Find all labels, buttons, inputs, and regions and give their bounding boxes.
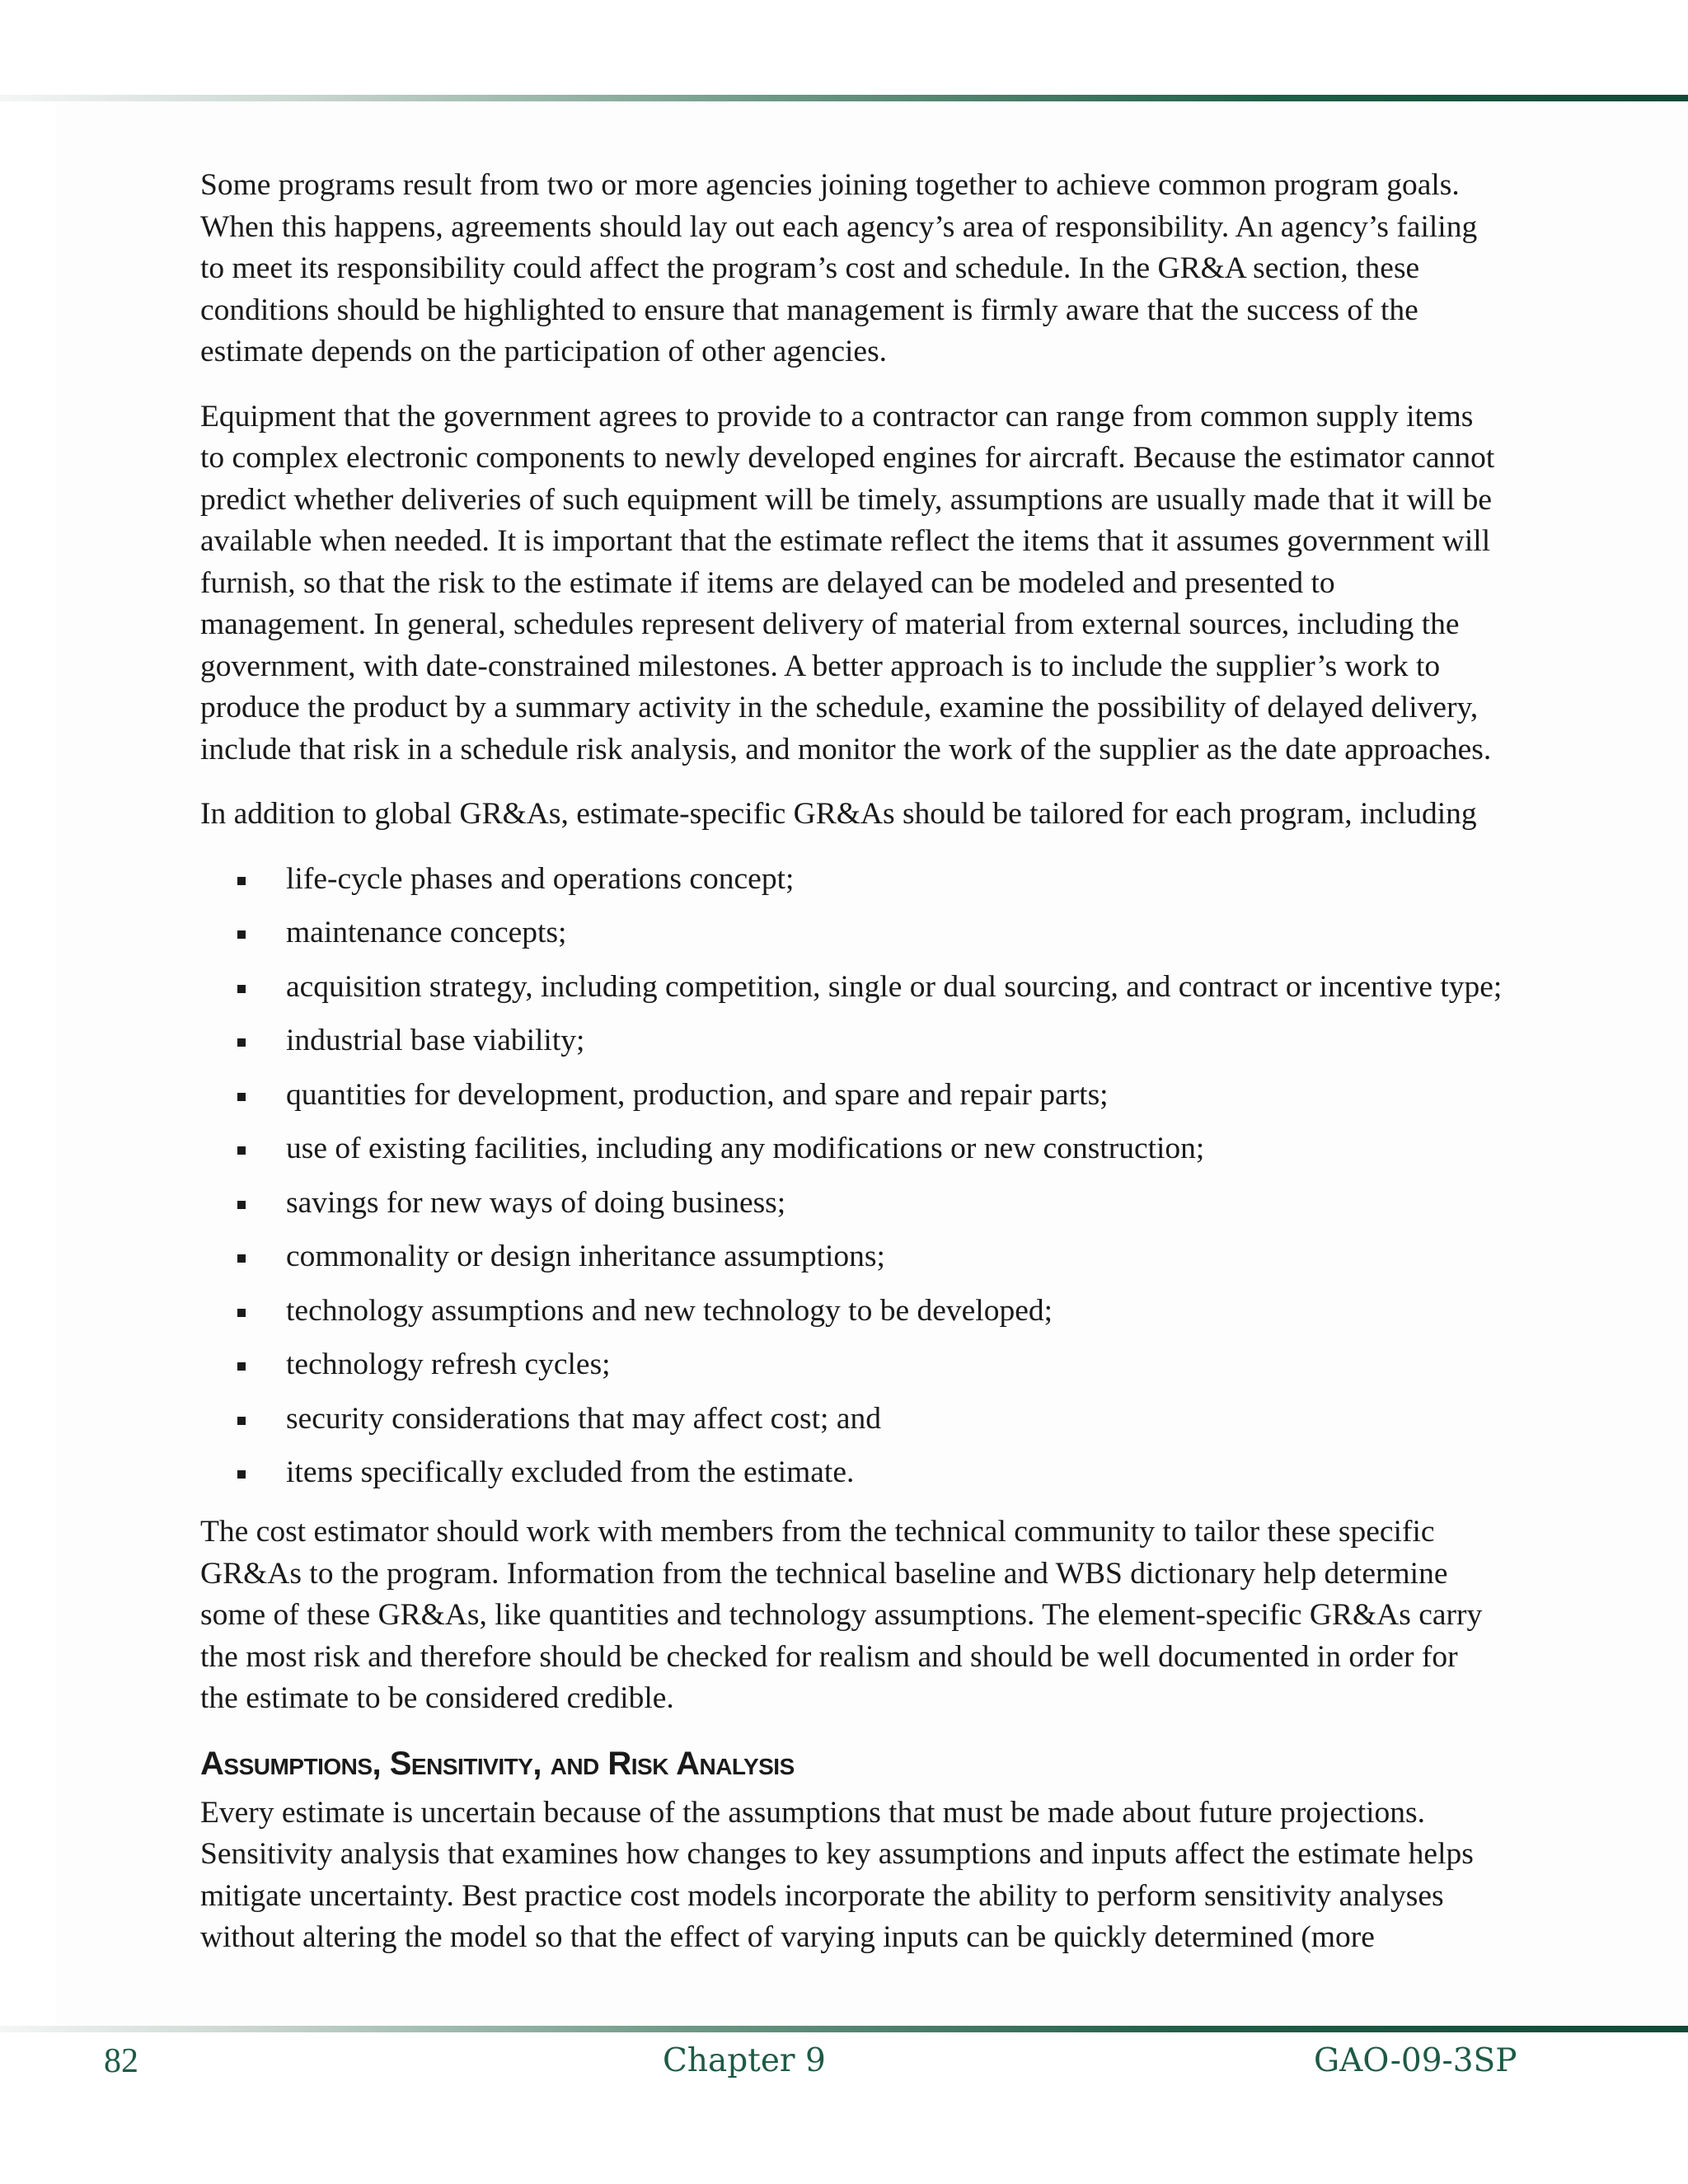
gra-bullet-list bbox=[200, 859, 1503, 1494]
page-content bbox=[200, 165, 1503, 1982]
list-item: acquisition strategy, including competition, single or dual sourcing, and contract or incentive type; bbox=[200, 967, 1503, 1008]
section-heading: Assumptions, Sensitivity, and Risk Analysis bbox=[200, 1745, 795, 1782]
square-bullet-icon bbox=[237, 877, 246, 885]
paragraph-sensitivity-analysis: Every estimate is uncertain because of the assumptions that must be made about future projections. Sensitivity analysis that examines how changes to key assumptions and inputs affect the estimate helps mitigate uncertainty. Best practice cost models incorporate the ability to perform sensitivity analyses without altering the model so that the effect of varying inputs can be quickly determined (more bbox=[200, 1795, 1474, 1954]
paragraph-multi-agency: Some programs result from two or more agencies joining together to achieve common program goals. When this happens, agreements should lay out each agency’s area of responsibility. An agency’s failing to meet its responsibility could affect the program’s cost and schedule. In the GR&A section, these conditions should be highlighted to ensure that management is firmly aware that the success of the estimate depends on the participation of other agencies. bbox=[200, 168, 1478, 368]
paragraph-tailoring-gras: The cost estimator should work with members from the technical community to tailor these specific GR&As to the program. Information from the technical baseline and WBS dictionary help determine some of these GR&As, like quantities and technology assumptions. The element-specific GR&As carry the most risk and therefore should be checked for realism and should be well documented in order for the estimate to be considered credible. bbox=[200, 1515, 1483, 1715]
square-bullet-icon bbox=[237, 1146, 246, 1155]
list-item: use of existing facilities, including any modifications or new construction; bbox=[200, 1128, 1503, 1169]
paragraph-estimate-specific-intro: In addition to global GR&As, estimate-specific GR&As should be tailored for each program, including bbox=[200, 797, 1477, 831]
page-number: 82 bbox=[104, 2042, 138, 2080]
list-item: quantities for development, production, and spare and repair parts; bbox=[200, 1075, 1503, 1116]
square-bullet-icon bbox=[237, 1201, 246, 1209]
list-item: technology refresh cycles; bbox=[200, 1344, 1503, 1385]
list-item: items specifically excluded from the estimate. bbox=[200, 1452, 1503, 1493]
list-item: industrial base viability; bbox=[200, 1020, 1503, 1062]
list-item: security considerations that may affect cost; and bbox=[200, 1399, 1503, 1440]
paragraph-government-equipment: Equipment that the government agrees to provide to a contractor can range from common supply items to complex electronic components to newly developed engines for aircraft. Because the estimator cannot predict whether deliveries of such equipment will be timely, assumptions are usually made that it will be available when needed. It is important that the estimate reflect the items that it assumes government will furnish, so that the risk to the estimate if items are delayed can be modeled and presented to management. In general, schedules represent delivery of material from external sources, including the government, with date-constrained milestones. A better approach is to include the supplier’s work to produce the product by a summary activity in the schedule, examine the possibility of delayed delivery, include that risk in a schedule risk analysis, and monitor the work of the supplier as the date approaches. bbox=[200, 399, 1495, 766]
header-rule bbox=[0, 95, 1688, 101]
square-bullet-icon bbox=[237, 985, 246, 993]
document-id: GAO-09-3SP bbox=[1314, 2042, 1517, 2079]
list-item: commonality or design inheritance assumptions; bbox=[200, 1236, 1503, 1277]
square-bullet-icon bbox=[237, 930, 246, 939]
square-bullet-icon bbox=[237, 1417, 246, 1425]
footer-rule bbox=[0, 2026, 1688, 2032]
list-item: technology assumptions and new technology to be developed; bbox=[200, 1291, 1503, 1332]
list-item: savings for new ways of doing business; bbox=[200, 1183, 1503, 1224]
square-bullet-icon bbox=[237, 1362, 246, 1371]
square-bullet-icon bbox=[237, 1470, 246, 1479]
chapter-label: Chapter 9 bbox=[663, 2042, 826, 2079]
square-bullet-icon bbox=[237, 1093, 246, 1101]
square-bullet-icon bbox=[237, 1254, 246, 1263]
list-item: life-cycle phases and operations concept; bbox=[200, 859, 1503, 900]
list-item: maintenance concepts; bbox=[200, 912, 1503, 954]
square-bullet-icon bbox=[237, 1309, 246, 1317]
square-bullet-icon bbox=[237, 1038, 246, 1047]
